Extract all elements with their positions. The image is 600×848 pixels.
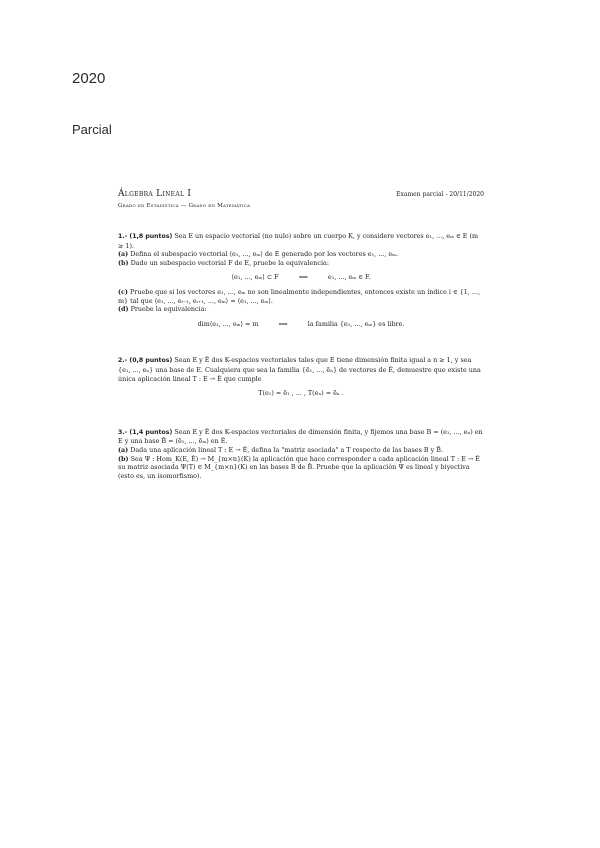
question-1-part-d xyxy=(118,305,484,314)
formula-equivalence: ⟺ xyxy=(298,273,308,282)
question-3-intro: Sean E y Ẽ dos K-espacios vectoriales de dimensión finita, y fijemos una base B = (e₁, ..., eₙ) en E y una base B̃ = (ẽ₁, ..., ẽₘ) en Ẽ. xyxy=(118,427,483,446)
exam-page xyxy=(118,190,484,480)
question-3-part-b xyxy=(118,455,484,481)
question-2-text: Sean E y Ẽ dos K-espacios vectoriales tales que E tiene dimensión finita igual a n ≥ 1, y sea {e₁, ..., eₙ} una base de E. Cualquiera que sea la familia {ẽ₁, ..., ẽₙ} de vectores de Ẽ, demuestre que existe una única aplicación lineal T : E → Ẽ que cumple xyxy=(118,356,481,383)
part-text: Dado un subespacio vectorial F de E, pruebe la equivalencia: xyxy=(130,258,329,267)
part-text: Pruebe que si los vectores e₁, ..., eₘ no son linealmente independientes, entonces existe un índice i ∈ {1, ..., m} tal que ⟨e₁, ..., eᵢ₋₁, eᵢ₊₁, ..., eₘ⟩ = ⟨e₁, ..., eₘ⟩. xyxy=(118,287,481,305)
part-label: (d) xyxy=(118,305,129,314)
part-text: Defina el subespacio vectorial ⟨e₁, ..., eₘ⟩ de E generado por los vectores e₁, ..., eₘ. xyxy=(130,250,399,259)
question-1-part-c xyxy=(118,288,484,305)
degree-line: Grado en Estadística — Grado en Matemática xyxy=(118,203,251,209)
formula-left: ⟨e₁, ..., eₘ⟩ ⊂ F xyxy=(231,273,279,282)
question-1-d-formula xyxy=(118,320,484,329)
question-1-part-b xyxy=(118,259,484,268)
question-1-intro: Sea E un espacio vectorial (no nulo) sobre un cuerpo K, y considere vectores e₁, ..., eₘ ∈ E (m ≥ 1). xyxy=(118,232,479,250)
part-label: (a) xyxy=(118,445,129,454)
exam-info: Examen parcial - 20/11/2020 xyxy=(396,191,484,198)
formula-equivalence: ⟺ xyxy=(278,319,288,328)
question-2-formula: T(e₁) = ẽ₁ , ... , T(eₙ) = ẽₙ . xyxy=(258,389,344,398)
part-label: (a) xyxy=(118,250,129,259)
exam-header xyxy=(118,190,484,212)
question-3-number: 3.- (1,4 puntos) xyxy=(118,428,173,436)
part-text: Pruebe la equivalencia: xyxy=(130,305,207,314)
part-label: (c) xyxy=(118,287,128,296)
question-1-part-a xyxy=(118,250,484,259)
question-2 xyxy=(118,356,484,397)
part-label: (b) xyxy=(118,454,129,463)
formula-left: dim⟨e₁, ..., eₘ⟩ = m xyxy=(197,319,259,328)
question-1-b-formula xyxy=(118,273,484,282)
document-type-heading: Parcial xyxy=(72,122,112,137)
formula-right: e₁, ..., eₘ ∈ F. xyxy=(327,273,371,282)
question-3 xyxy=(118,428,484,481)
question-2-number: 2.- (0,8 puntos) xyxy=(118,357,173,365)
part-text: Dada una aplicación lineal T : E → Ẽ, defina la "matriz asociada" a T respecto de las bases B y B̃. xyxy=(130,445,444,454)
question-1 xyxy=(118,232,484,328)
part-label: (b) xyxy=(118,258,129,267)
question-3-part-a xyxy=(118,446,484,455)
year-heading: 2020 xyxy=(72,70,106,87)
formula-right: la familia {e₁, ..., eₘ} es libre. xyxy=(307,319,405,328)
question-1-number: 1.- (1,8 puntos) xyxy=(118,233,173,240)
part-text: Sea Ψ : Hom_K(E, Ẽ) → M_{m×n}(K) la aplicación que hace corresponder a cada aplicación lineal T : E → Ẽ su matriz asociada Ψ(T) ∈ M_{m×n}(K) en las bases B de B̃. Pruebe que la aplicación Ψ es lineal y biyectiva (esto es, un isomorfismo). xyxy=(118,454,480,480)
course-title: Álgebra Lineal I xyxy=(118,189,192,199)
